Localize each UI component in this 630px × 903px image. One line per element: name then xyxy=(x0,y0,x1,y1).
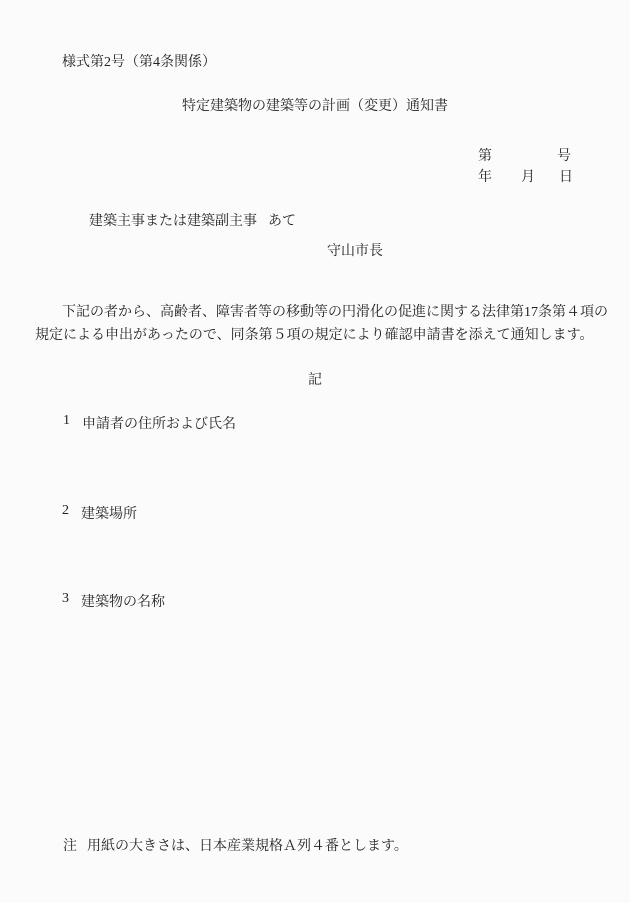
list-item-number: 2 xyxy=(62,503,69,518)
list-item-label: 建築物の名称 xyxy=(81,595,165,610)
list-item-number: 3 xyxy=(62,591,69,606)
addressee-name: 建築主事または建築副主事 xyxy=(89,214,257,229)
list-item-number: 1 xyxy=(63,413,70,428)
addressee-suffix: あて xyxy=(268,214,296,229)
date-year-label: 年 xyxy=(478,170,492,185)
note-marker: 注 xyxy=(63,839,77,854)
list-item-label: 申請者の住所および氏名 xyxy=(82,417,236,432)
sender-name: 守山市長 xyxy=(327,244,383,259)
date-day-label: 日 xyxy=(559,170,573,185)
date-month-label: 月 xyxy=(521,170,535,185)
list-item-label: 建築場所 xyxy=(81,507,137,522)
doc-number-prefix: 第 xyxy=(478,149,492,164)
document-title: 特定建築物の建築等の計画（変更）通知書 xyxy=(182,99,448,114)
doc-number-suffix: 号 xyxy=(557,149,571,164)
note-text: 用紙の大きさは、日本産業規格Ａ列４番とします。 xyxy=(87,839,408,854)
form-number: 様式第2号（第4条関係） xyxy=(62,55,216,70)
body-paragraph-line2: 規定による申出があったので、同条第５項の規定により確認申請書を添えて通知します。 xyxy=(35,328,594,343)
list-heading: 記 xyxy=(308,373,322,388)
body-paragraph-line1: 下記の者から、高齢者、障害者等の移動等の円滑化の促進に関する法律第17条第４項の xyxy=(62,305,608,320)
